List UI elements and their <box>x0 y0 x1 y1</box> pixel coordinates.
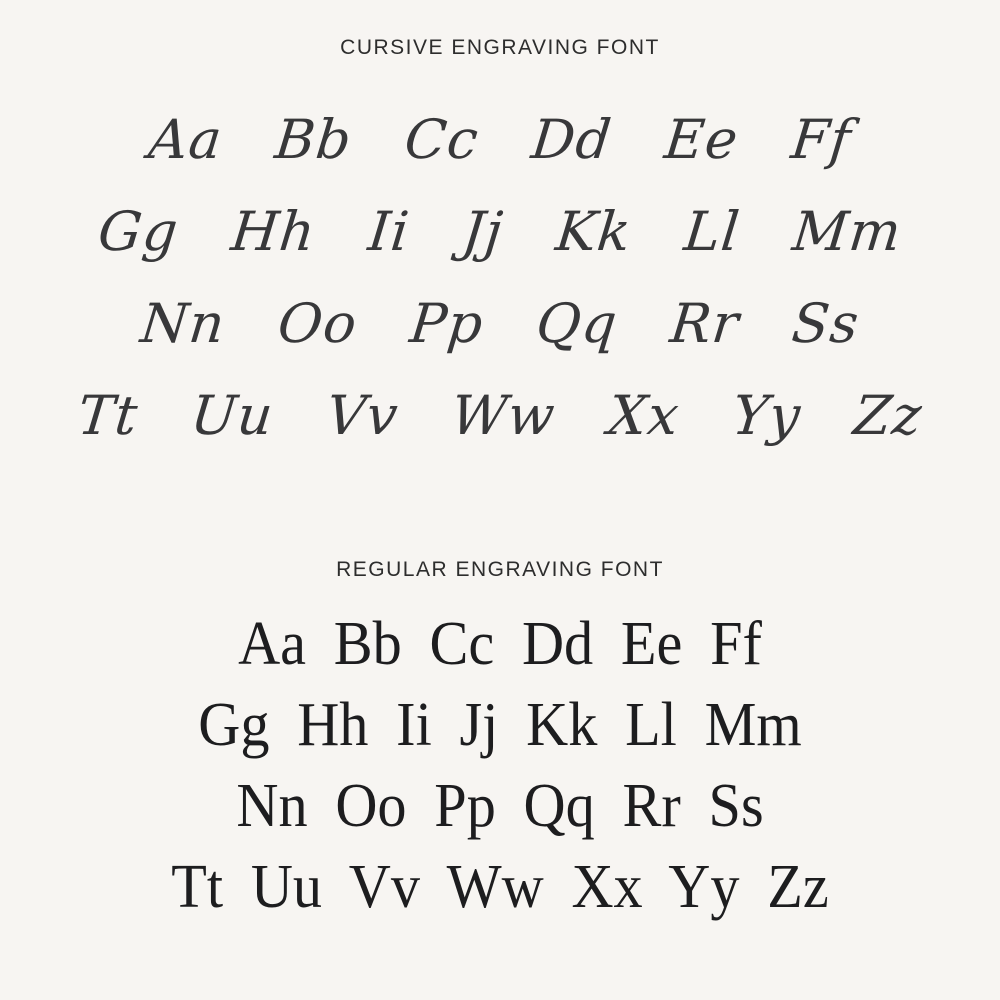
regular-alphabet-row-4: Tt Uu Vv Ww Xx Yy Zz <box>171 853 829 921</box>
regular-alphabet-row-3: Nn Oo Pp Qq Rr Ss <box>236 772 764 840</box>
regular-alphabet-row-2: Gg Hh Ii Jj Kk Ll Mm <box>198 691 802 759</box>
regular-alphabet <box>0 604 1000 928</box>
cursive-alphabet <box>0 94 1000 462</box>
regular-section-title: REGULAR ENGRAVING FONT <box>336 558 664 581</box>
cursive-font-section <box>0 0 1000 462</box>
cursive-alphabet-row-1: Aa Bb Cc Dd Ee Ff <box>145 108 855 171</box>
cursive-section-title: CURSIVE ENGRAVING FONT <box>340 36 660 59</box>
cursive-alphabet-row-4: Tt Uu Vv Ww Xx Yy Zz <box>74 384 926 447</box>
regular-alphabet-row-1: Aa Bb Cc Dd Ee Ff <box>238 610 762 678</box>
cursive-alphabet-row-3: Nn Oo Pp Qq Rr Ss <box>137 292 863 355</box>
cursive-alphabet-row-2: Gg Hh Ii Jj Kk Ll Mm <box>95 200 905 263</box>
regular-font-section <box>0 462 1000 928</box>
